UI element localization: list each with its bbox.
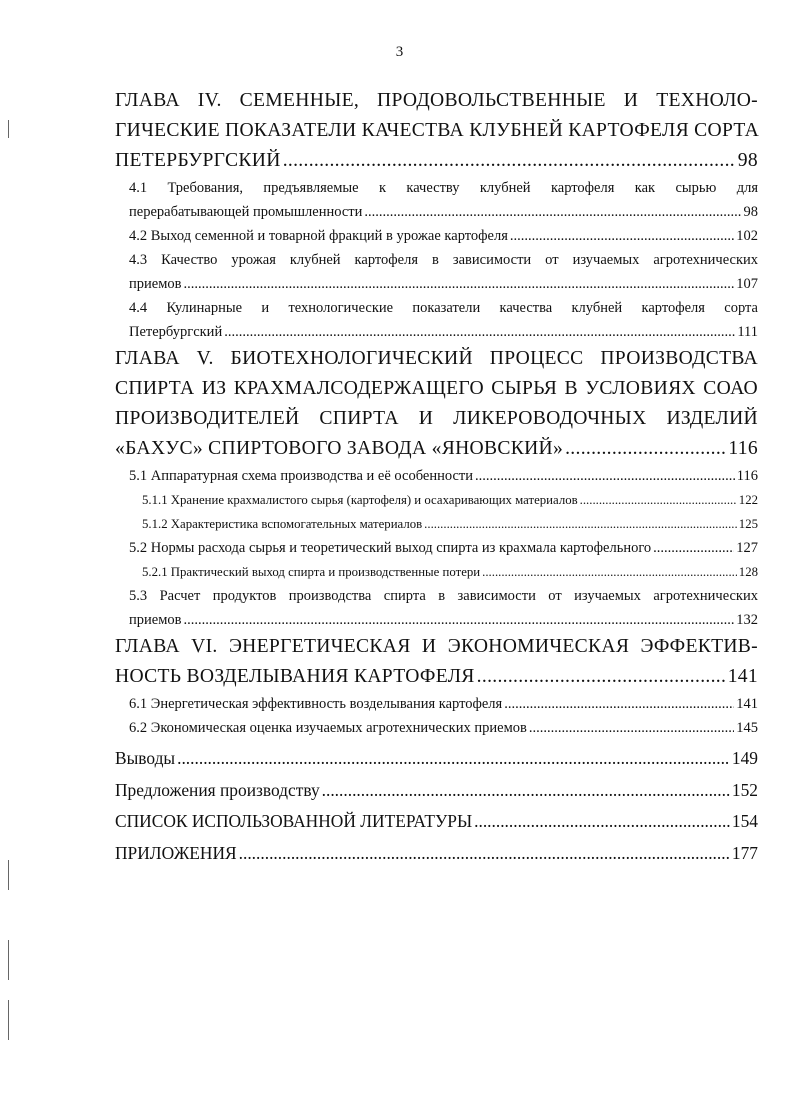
references-title: СПИСОК ИСПОЛЬЗОВАННОЙ ЛИТЕРАТУРЫ [115,811,473,831]
toc-entry-5-1-2[interactable] [142,512,758,536]
appendices-title: ПРИЛОЖЕНИЯ [115,842,237,863]
section-6-2-title: 6.2 Экономическая оценка изучаемых агротехнических приемов [129,720,527,736]
chapter-4-title-line-1: ГЛАВА IV. СЕМЕННЫЕ, ПРОДОВОЛЬСТВЕННЫЕ И ТЕХНОЛО- [115,90,758,111]
section-5-2-title: 5.2 Нормы расхода сырья и теоретический выход спирта из крахмала картофельного [129,540,652,556]
scan-margin-mark [8,1000,9,1040]
table-of-contents [115,86,758,869]
page-ref: 177 [731,842,758,863]
leader-dots [510,224,734,248]
leader-dots [529,716,734,740]
page-ref: 98 [743,204,758,220]
chapter-5-title-line-4: «БАХУС» СПИРТОВОГО ЗАВОДА «ЯНОВСКИЙ» [115,438,564,459]
chapter-4-title-line-2: ГИЧЕСКИЕ ПОКАЗАТЕЛИ КАЧЕСТВА КЛУБНЕЙ КАРТОФЕЛЯ СОРТА [115,120,760,141]
toc-entry-5-1[interactable] [129,464,758,488]
leader-dots [475,464,735,488]
page-ref: 152 [731,779,758,800]
page-ref: 116 [736,468,758,484]
page-ref: 128 [738,565,758,579]
toc-entry-5-1-1[interactable] [142,488,758,512]
leader-dots [322,775,730,807]
scan-margin-mark [8,120,9,138]
page-ref: 122 [738,493,758,507]
page-ref: 116 [728,438,758,459]
toc-entry-chapter-6[interactable] [115,662,758,692]
chapter-4-title-line-3: ПЕТЕРБУРГСКИЙ [115,150,281,171]
page-ref: 149 [731,748,758,768]
chapter-5-title-line-3: ПРОИЗВОДИТЕЛЕЙ СПИРТА И ЛИКЕРОВОДОЧНЫХ ИЗДЕЛИЙ [115,408,758,429]
page-ref: 125 [738,517,758,531]
leader-dots [224,320,735,344]
toc-entry-proposals[interactable] [115,775,758,807]
section-6-1-title: 6.1 Энергетическая эффективность возделывания картофеля [129,696,503,712]
page-ref: 141 [727,666,758,687]
section-4-1-line-2: перерабатывающей промышленности [129,204,363,220]
page-ref: 132 [736,612,758,628]
leader-dots [504,692,734,716]
scan-margin-mark [8,860,9,890]
page-ref: 107 [736,276,758,292]
section-5-1-1-title: 5.1.1 Хранение крахмалистого сырья (картофеля) и осахаривающих материалов [142,493,578,507]
leader-dots [424,512,737,536]
section-5-2-1-title: 5.2.1 Практический выход спирта и производственные потери [142,565,481,579]
section-5-3-line-2: приемов [129,612,182,628]
section-4-2-title: 4.2 Выход семенной и товарной фракций в урожае картофеля [129,228,508,244]
toc-entry-4-3[interactable] [129,272,758,296]
leader-dots [474,806,730,838]
page-ref: 145 [736,720,758,736]
page-ref: 111 [737,324,758,340]
toc-entry-4-2[interactable] [129,224,758,248]
page-ref: 154 [731,811,758,831]
page-ref: 127 [736,540,758,556]
leader-dots [653,536,734,560]
section-4-4-line-1: 4.4 Кулинарные и технологические показатели качества клубней картофеля сорта [129,300,758,316]
section-5-1-title: 5.1 Аппаратурная схема производства и её особенности [129,468,473,484]
toc-entry-6-2[interactable] [129,716,758,740]
section-5-3-line-1: 5.3 Расчет продуктов производства спирта в зависимости от изучаемых агротехнических [129,588,758,604]
toc-entry-5-3[interactable] [129,608,758,632]
toc-entry-chapter-4[interactable] [115,146,758,176]
proposals-title: Предложения производству [115,779,320,800]
chapter-5-title-line-2: СПИРТА ИЗ КРАХМАЛСОДЕРЖАЩЕГО СЫРЬЯ В УСЛОВИЯХ СОАО [115,378,758,399]
chapter-6-title-line-1: ГЛАВА VI. ЭНЕРГЕТИЧЕСКАЯ И ЭКОНОМИЧЕСКАЯ ЭФФЕКТИВ- [115,636,758,657]
leader-dots [580,488,737,512]
conclusions-title: Выводы [115,748,176,768]
toc-entry-4-1[interactable] [129,200,758,224]
toc-entry-6-1[interactable] [129,692,758,716]
page-ref: 102 [736,228,758,244]
page-number: 3 [395,44,404,60]
scan-margin-mark [8,940,9,980]
toc-entry-appendices[interactable] [115,838,758,870]
leader-dots [239,838,730,870]
page-ref: 98 [737,150,758,171]
section-4-4-line-2: Петербургский [129,324,223,340]
chapter-5-title-line-1: ГЛАВА V. БИОТЕХНОЛОГИЧЕСКИЙ ПРОЦЕСС ПРОИЗВОДСТВА [115,348,758,369]
section-5-1-2-title: 5.1.2 Характеристика вспомогательных материалов [142,517,423,531]
chapter-6-title-line-2: НОСТЬ ВОЗДЕЛЫВАНИЯ КАРТОФЕЛЯ [115,666,475,687]
toc-entry-5-2[interactable] [129,536,758,560]
section-4-3-line-2: приемов [129,276,182,292]
leader-dots [482,560,737,584]
leader-dots [283,146,736,176]
leader-dots [177,743,730,775]
leader-dots [364,200,741,224]
toc-entry-5-2-1[interactable] [142,560,758,584]
leader-dots [477,662,726,692]
page-ref: 141 [736,696,758,712]
toc-entry-chapter-5[interactable] [115,434,758,464]
leader-dots [565,434,726,464]
toc-entry-conclusions[interactable] [115,743,758,775]
toc-entry-4-4[interactable] [129,320,758,344]
toc-entry-references[interactable] [115,806,758,838]
section-4-1-line-1: 4.1 Требования, предъявляемые к качеству клубней картофеля как сырью для [129,180,758,196]
leader-dots [183,608,734,632]
leader-dots [183,272,734,296]
section-4-3-line-1: 4.3 Качество урожая клубней картофеля в зависимости от изучаемых агротехнических [129,252,758,268]
